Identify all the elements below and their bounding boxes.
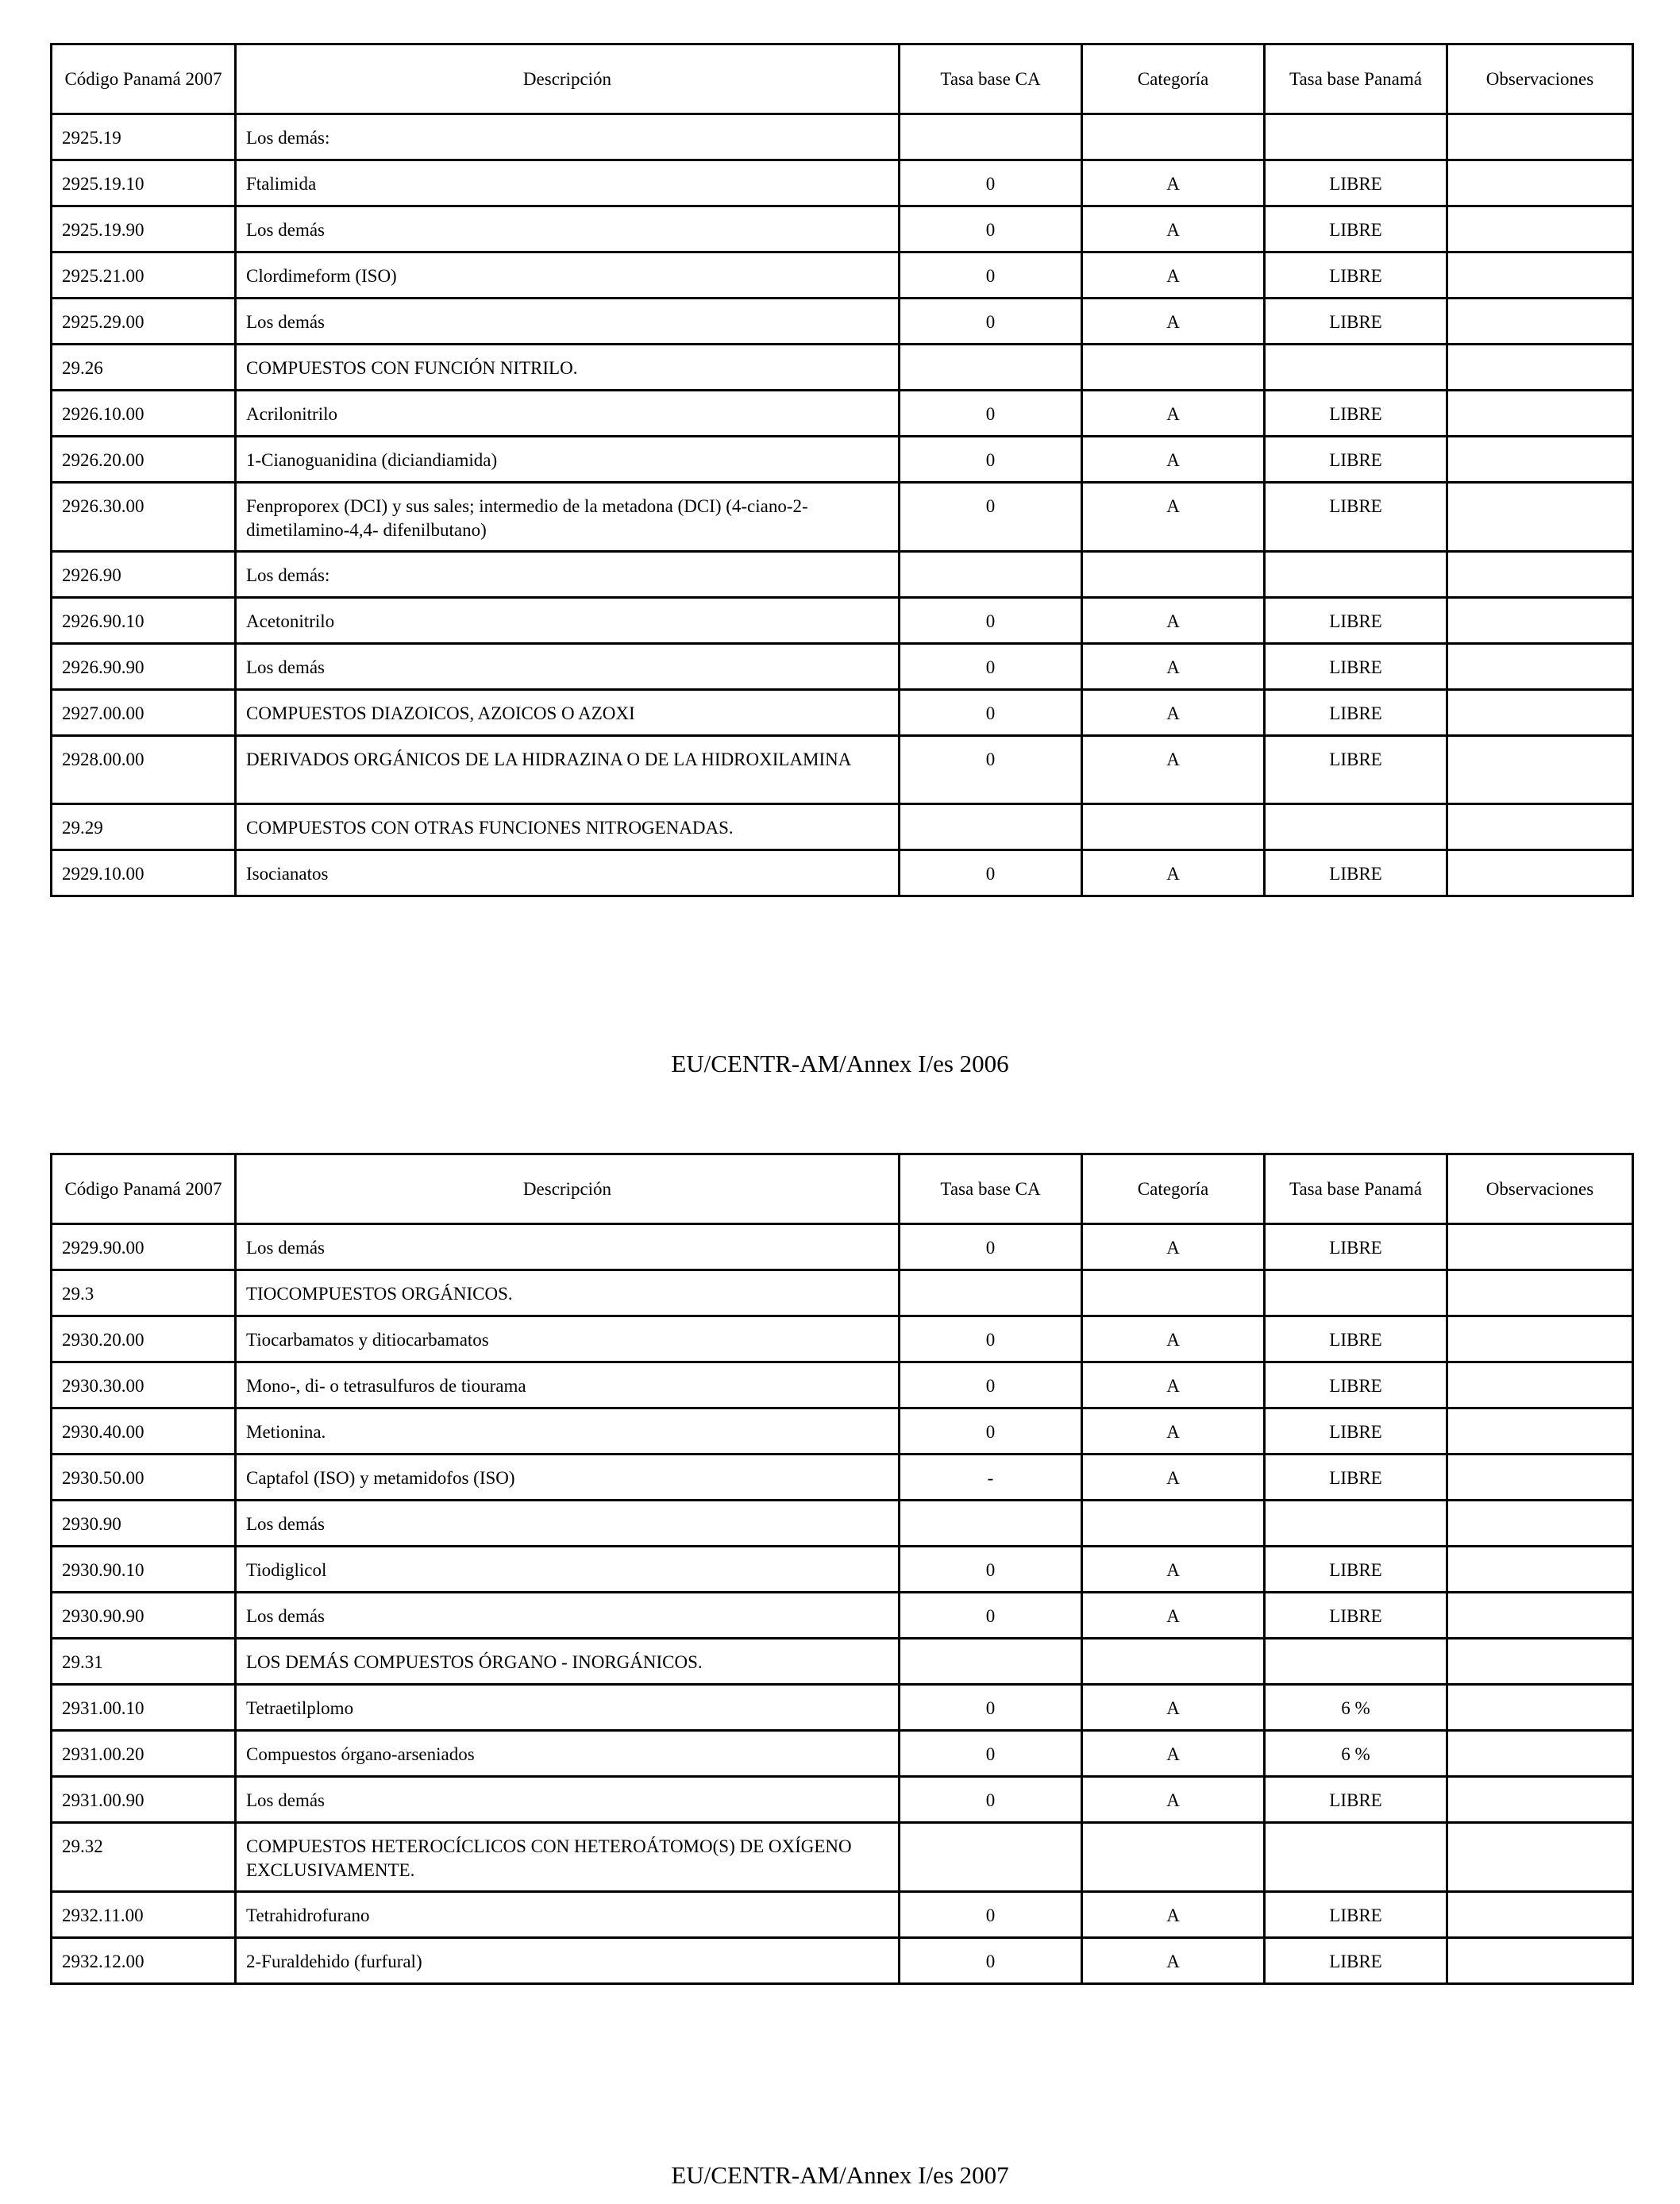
cell-code: 2926.90: [52, 552, 236, 598]
cell-rate-ca: 0: [900, 1731, 1082, 1777]
cell-code: 2926.90.90: [52, 644, 236, 690]
cell-rate-panama: [1265, 1823, 1447, 1892]
header-rate-ca: Tasa base CA: [900, 44, 1082, 114]
table-row: [52, 1362, 1633, 1408]
table-row: [52, 690, 1633, 736]
header-row: [52, 44, 1633, 114]
cell-rate-panama: LIBRE: [1265, 1224, 1447, 1270]
cell-rate-ca: [900, 1270, 1082, 1316]
cell-description: Los demás: [236, 1777, 900, 1823]
cell-rate-ca: 0: [900, 850, 1082, 896]
cell-notes: [1447, 206, 1633, 252]
cell-description: 1-Cianoguanidina (diciandiamida): [236, 437, 900, 483]
cell-rate-panama: [1265, 1639, 1447, 1685]
header-description: Descripción: [236, 44, 900, 114]
cell-rate-ca: 0: [900, 391, 1082, 437]
cell-rate-ca: 0: [900, 299, 1082, 345]
cell-category: [1082, 1501, 1265, 1547]
cell-description: LOS DEMÁS COMPUESTOS ÓRGANO - INORGÁNICOS.: [236, 1639, 900, 1685]
cell-rate-ca: 0: [900, 160, 1082, 206]
table-row: [52, 114, 1633, 160]
table-row: [52, 1731, 1633, 1777]
cell-rate-panama: [1265, 804, 1447, 850]
cell-code: 2928.00.00: [52, 736, 236, 804]
cell-notes: [1447, 1938, 1633, 1984]
cell-rate-panama: LIBRE: [1265, 1938, 1447, 1984]
cell-code: 2931.00.10: [52, 1685, 236, 1731]
cell-code: 2932.11.00: [52, 1892, 236, 1938]
header-rate-panama: Tasa base Panamá: [1265, 44, 1447, 114]
cell-category: A: [1082, 252, 1265, 299]
cell-rate-ca: [900, 114, 1082, 160]
cell-category: [1082, 1270, 1265, 1316]
cell-description: Compuestos órgano-arseniados: [236, 1731, 900, 1777]
cell-rate-ca: 0: [900, 206, 1082, 252]
cell-rate-ca: [900, 345, 1082, 391]
table-row: [52, 804, 1633, 850]
cell-notes: [1447, 598, 1633, 644]
table-row: [52, 1408, 1633, 1455]
cell-description: Clordimeform (ISO): [236, 252, 900, 299]
cell-rate-panama: LIBRE: [1265, 598, 1447, 644]
cell-rate-ca: 0: [900, 1547, 1082, 1593]
cell-code: 2931.00.90: [52, 1777, 236, 1823]
table-row: [52, 437, 1633, 483]
cell-notes: [1447, 1731, 1633, 1777]
table-row: [52, 1892, 1633, 1938]
cell-rate-panama: [1265, 552, 1447, 598]
cell-rate-ca: 0: [900, 644, 1082, 690]
cell-notes: [1447, 1892, 1633, 1938]
cell-code: 2926.90.10: [52, 598, 236, 644]
table-row: [52, 299, 1633, 345]
header-category: Categoría: [1082, 1154, 1265, 1224]
cell-notes: [1447, 736, 1633, 804]
cell-rate-panama: LIBRE: [1265, 483, 1447, 552]
cell-category: A: [1082, 644, 1265, 690]
page-footer-2: EU/CENTR-AM/Annex I/es 2007: [671, 2161, 1009, 2189]
cell-category: A: [1082, 160, 1265, 206]
cell-rate-ca: [900, 1639, 1082, 1685]
table-row: [52, 1270, 1633, 1316]
cell-rate-panama: 6 %: [1265, 1685, 1447, 1731]
cell-rate-panama: LIBRE: [1265, 206, 1447, 252]
cell-notes: [1447, 391, 1633, 437]
cell-code: 29.31: [52, 1639, 236, 1685]
table-row: [52, 1455, 1633, 1501]
cell-category: A: [1082, 1731, 1265, 1777]
cell-description: 2-Furaldehido (furfural): [236, 1938, 900, 1984]
cell-code: 2927.00.00: [52, 690, 236, 736]
cell-category: A: [1082, 1455, 1265, 1501]
cell-code: 2926.20.00: [52, 437, 236, 483]
cell-description: Tiocarbamatos y ditiocarbamatos: [236, 1316, 900, 1362]
cell-rate-ca: [900, 1501, 1082, 1547]
cell-description: COMPUESTOS HETEROCÍCLICOS CON HETEROÁTOMO(S) DE OXÍGENO EXCLUSIVAMENTE.: [236, 1823, 900, 1892]
table-row: [52, 1685, 1633, 1731]
table-row: [52, 1501, 1633, 1547]
cell-rate-ca: 0: [900, 1408, 1082, 1455]
cell-category: [1082, 552, 1265, 598]
cell-notes: [1447, 804, 1633, 850]
cell-category: A: [1082, 736, 1265, 804]
cell-category: A: [1082, 1547, 1265, 1593]
cell-code: 2929.90.00: [52, 1224, 236, 1270]
table-row: [52, 1547, 1633, 1593]
cell-rate-ca: -: [900, 1455, 1082, 1501]
header-notes: Observaciones: [1447, 44, 1633, 114]
cell-description: Ftalimida: [236, 160, 900, 206]
cell-notes: [1447, 252, 1633, 299]
cell-description: TIOCOMPUESTOS ORGÁNICOS.: [236, 1270, 900, 1316]
cell-notes: [1447, 1501, 1633, 1547]
cell-rate-panama: 6 %: [1265, 1731, 1447, 1777]
cell-rate-ca: 0: [900, 1685, 1082, 1731]
cell-category: [1082, 1823, 1265, 1892]
cell-code: 2930.90: [52, 1501, 236, 1547]
cell-rate-panama: LIBRE: [1265, 736, 1447, 804]
table-row: [52, 598, 1633, 644]
cell-notes: [1447, 1547, 1633, 1593]
cell-category: A: [1082, 850, 1265, 896]
cell-code: 29.3: [52, 1270, 236, 1316]
cell-notes: [1447, 690, 1633, 736]
header-code: Código Panamá 2007: [52, 1154, 236, 1224]
cell-notes: [1447, 1270, 1633, 1316]
cell-rate-panama: LIBRE: [1265, 1593, 1447, 1639]
cell-code: 29.32: [52, 1823, 236, 1892]
table-row: [52, 1777, 1633, 1823]
cell-rate-panama: LIBRE: [1265, 1362, 1447, 1408]
cell-code: 2930.20.00: [52, 1316, 236, 1362]
cell-rate-panama: LIBRE: [1265, 1892, 1447, 1938]
cell-category: A: [1082, 1362, 1265, 1408]
cell-category: A: [1082, 1892, 1265, 1938]
cell-rate-ca: 0: [900, 437, 1082, 483]
cell-category: A: [1082, 437, 1265, 483]
cell-notes: [1447, 114, 1633, 160]
cell-description: DERIVADOS ORGÁNICOS DE LA HIDRAZINA O DE LA HIDROXILAMINA: [236, 736, 900, 804]
cell-code: 2930.40.00: [52, 1408, 236, 1455]
cell-rate-ca: 0: [900, 1593, 1082, 1639]
cell-category: A: [1082, 1316, 1265, 1362]
cell-category: A: [1082, 598, 1265, 644]
cell-notes: [1447, 1408, 1633, 1455]
cell-code: 29.26: [52, 345, 236, 391]
cell-rate-panama: LIBRE: [1265, 299, 1447, 345]
cell-category: [1082, 114, 1265, 160]
cell-category: [1082, 1639, 1265, 1685]
cell-description: Tetraetilplomo: [236, 1685, 900, 1731]
cell-description: Tetrahidrofurano: [236, 1892, 900, 1938]
cell-rate-panama: LIBRE: [1265, 391, 1447, 437]
cell-notes: [1447, 1777, 1633, 1823]
cell-description: COMPUESTOS CON OTRAS FUNCIONES NITROGENADAS.: [236, 804, 900, 850]
cell-rate-panama: LIBRE: [1265, 644, 1447, 690]
cell-rate-ca: 0: [900, 1938, 1082, 1984]
cell-description: Los demás: [236, 1593, 900, 1639]
cell-notes: [1447, 1455, 1633, 1501]
cell-rate-ca: [900, 804, 1082, 850]
cell-rate-ca: 0: [900, 483, 1082, 552]
cell-code: 2931.00.20: [52, 1731, 236, 1777]
cell-notes: [1447, 160, 1633, 206]
cell-code: 2925.21.00: [52, 252, 236, 299]
cell-description: COMPUESTOS CON FUNCIÓN NITRILO.: [236, 345, 900, 391]
table-row: [52, 644, 1633, 690]
cell-rate-panama: LIBRE: [1265, 1777, 1447, 1823]
cell-description: Los demás: [236, 1224, 900, 1270]
cell-rate-panama: [1265, 1501, 1447, 1547]
cell-notes: [1447, 1316, 1633, 1362]
cell-rate-ca: 0: [900, 736, 1082, 804]
header-rate-panama: Tasa base Panamá: [1265, 1154, 1447, 1224]
cell-description: Acrilonitrilo: [236, 391, 900, 437]
header-category: Categoría: [1082, 44, 1265, 114]
cell-notes: [1447, 850, 1633, 896]
cell-notes: [1447, 552, 1633, 598]
table-row: [52, 1938, 1633, 1984]
cell-category: A: [1082, 1224, 1265, 1270]
cell-rate-panama: LIBRE: [1265, 437, 1447, 483]
cell-rate-panama: LIBRE: [1265, 1408, 1447, 1455]
cell-rate-ca: 0: [900, 1777, 1082, 1823]
cell-rate-panama: LIBRE: [1265, 1455, 1447, 1501]
cell-description: Captafol (ISO) y metamidofos (ISO): [236, 1455, 900, 1501]
cell-description: Los demás: [236, 206, 900, 252]
cell-notes: [1447, 299, 1633, 345]
cell-notes: [1447, 1224, 1633, 1270]
table-row: [52, 850, 1633, 896]
cell-notes: [1447, 1593, 1633, 1639]
cell-notes: [1447, 1823, 1633, 1892]
cell-code: 2926.10.00: [52, 391, 236, 437]
cell-description: Isocianatos: [236, 850, 900, 896]
cell-rate-ca: 0: [900, 252, 1082, 299]
cell-code: 2930.50.00: [52, 1455, 236, 1501]
table-row: [52, 345, 1633, 391]
cell-rate-panama: LIBRE: [1265, 160, 1447, 206]
table-row: [52, 1823, 1633, 1892]
cell-code: 2926.30.00: [52, 483, 236, 552]
cell-notes: [1447, 1639, 1633, 1685]
cell-rate-panama: LIBRE: [1265, 690, 1447, 736]
cell-category: A: [1082, 1938, 1265, 1984]
cell-description: Metionina.: [236, 1408, 900, 1455]
cell-category: A: [1082, 1777, 1265, 1823]
cell-notes: [1447, 437, 1633, 483]
cell-rate-ca: 0: [900, 1224, 1082, 1270]
cell-rate-ca: 0: [900, 598, 1082, 644]
cell-rate-ca: [900, 552, 1082, 598]
cell-category: A: [1082, 206, 1265, 252]
header-code: Código Panamá 2007: [52, 44, 236, 114]
cell-description: Los demás: [236, 1501, 900, 1547]
cell-notes: [1447, 1685, 1633, 1731]
cell-code: 2925.19: [52, 114, 236, 160]
cell-rate-panama: LIBRE: [1265, 252, 1447, 299]
cell-description: Acetonitrilo: [236, 598, 900, 644]
table-row: [52, 1224, 1633, 1270]
cell-category: A: [1082, 483, 1265, 552]
cell-description: Los demás:: [236, 552, 900, 598]
cell-rate-ca: 0: [900, 1892, 1082, 1938]
table-row: [52, 206, 1633, 252]
cell-description: Los demás: [236, 644, 900, 690]
cell-category: [1082, 804, 1265, 850]
cell-rate-panama: LIBRE: [1265, 1547, 1447, 1593]
cell-category: A: [1082, 1408, 1265, 1455]
cell-code: 2925.19.10: [52, 160, 236, 206]
header-row: [52, 1154, 1633, 1224]
cell-rate-panama: LIBRE: [1265, 850, 1447, 896]
cell-notes: [1447, 345, 1633, 391]
header-description: Descripción: [236, 1154, 900, 1224]
cell-category: A: [1082, 391, 1265, 437]
table-row: [52, 1639, 1633, 1685]
header-notes: Observaciones: [1447, 1154, 1633, 1224]
cell-code: 29.29: [52, 804, 236, 850]
cell-category: A: [1082, 299, 1265, 345]
cell-code: 2925.19.90: [52, 206, 236, 252]
cell-category: A: [1082, 1593, 1265, 1639]
tariff-table-1: [50, 43, 1634, 897]
cell-code: 2925.29.00: [52, 299, 236, 345]
cell-category: A: [1082, 690, 1265, 736]
table-row: [52, 391, 1633, 437]
cell-code: 2930.90.90: [52, 1593, 236, 1639]
cell-rate-ca: 0: [900, 1362, 1082, 1408]
cell-description: Mono-, di- o tetrasulfuros de tiourama: [236, 1362, 900, 1408]
cell-description: Los demás: [236, 299, 900, 345]
tariff-table-2: [50, 1153, 1634, 1985]
table-row: [52, 252, 1633, 299]
table-row: [52, 1316, 1633, 1362]
cell-description: COMPUESTOS DIAZOICOS, AZOICOS O AZOXI: [236, 690, 900, 736]
table-row: [52, 483, 1633, 552]
cell-description: Fenproporex (DCI) y sus sales; intermedio de la metadona (DCI) (4-ciano-2-dimetilamino-4,4- difenilbutano): [236, 483, 900, 552]
cell-rate-panama: LIBRE: [1265, 1316, 1447, 1362]
cell-code: 2929.10.00: [52, 850, 236, 896]
table-row: [52, 160, 1633, 206]
cell-rate-panama: [1265, 114, 1447, 160]
header-rate-ca: Tasa base CA: [900, 1154, 1082, 1224]
page-footer-1: EU/CENTR-AM/Annex I/es 2006: [671, 1050, 1009, 1077]
cell-code: 2930.90.10: [52, 1547, 236, 1593]
cell-rate-panama: [1265, 1270, 1447, 1316]
cell-category: A: [1082, 1685, 1265, 1731]
cell-rate-ca: [900, 1823, 1082, 1892]
table-row: [52, 552, 1633, 598]
cell-notes: [1447, 644, 1633, 690]
cell-rate-ca: 0: [900, 690, 1082, 736]
cell-code: 2932.12.00: [52, 1938, 236, 1984]
cell-description: Los demás:: [236, 114, 900, 160]
cell-rate-panama: [1265, 345, 1447, 391]
table-row: [52, 736, 1633, 804]
cell-notes: [1447, 1362, 1633, 1408]
cell-code: 2930.30.00: [52, 1362, 236, 1408]
cell-notes: [1447, 483, 1633, 552]
table-row: [52, 1593, 1633, 1639]
cell-category: [1082, 345, 1265, 391]
cell-rate-ca: 0: [900, 1316, 1082, 1362]
cell-description: Tiodiglicol: [236, 1547, 900, 1593]
